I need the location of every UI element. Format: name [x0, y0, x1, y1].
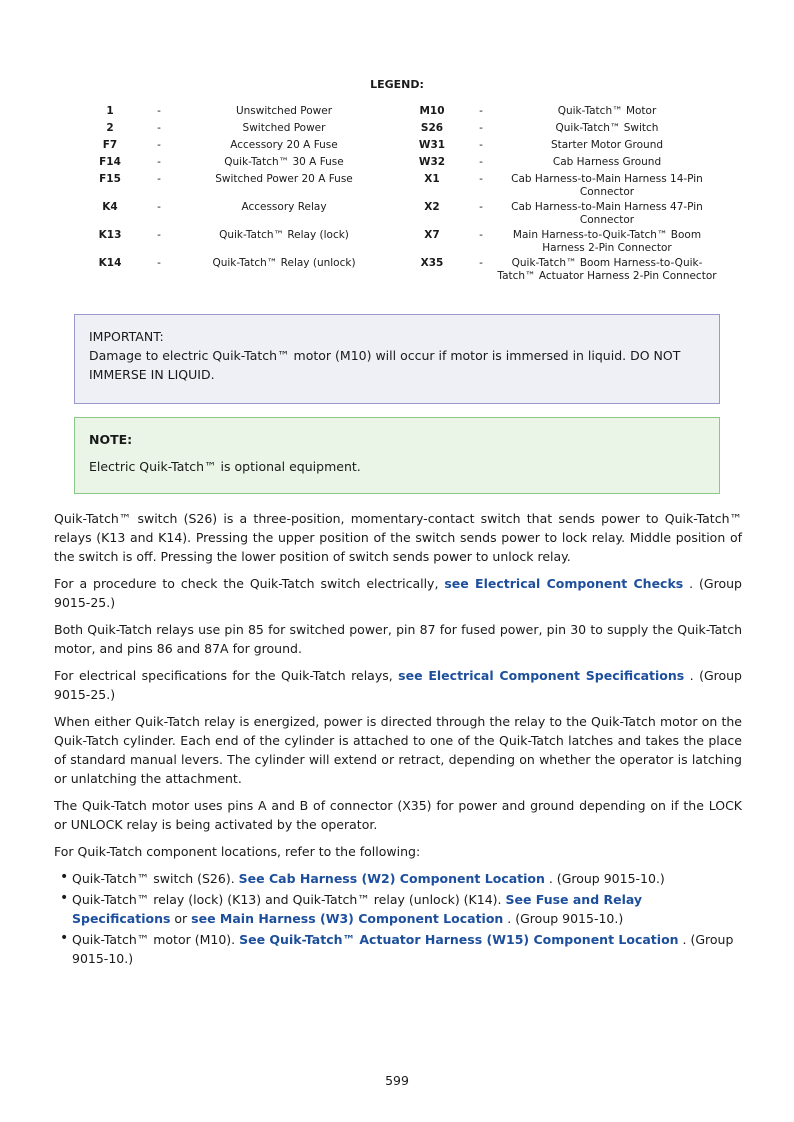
legend-row	[0, 257, 794, 285]
text: or	[170, 911, 192, 926]
legend-desc: Quik-Tatch™ 30 A Fuse	[224, 156, 344, 168]
legend-code-right: W32	[418, 156, 446, 168]
legend-dash-right: -	[479, 229, 483, 241]
legend-dash-right: -	[479, 139, 483, 151]
legend-desc-right: Quik-Tatch™ Switch	[555, 122, 659, 134]
legend-row	[0, 156, 794, 173]
text: For a procedure to check the Quik-Tatch switch electrically,	[54, 576, 445, 591]
link-fuse-relay-specifications[interactable]: See Fuse and Relay Specifications	[72, 892, 643, 926]
text: Quik-Tatch™ motor (M10).	[72, 932, 240, 947]
legend-row	[0, 105, 794, 122]
legend-dash-right: -	[479, 105, 483, 117]
legend-desc-right: Main Harness-to-Quik-Tatch™ Boom Harness 2-Pin Connector	[512, 229, 702, 254]
legend-dash-right: -	[479, 122, 483, 134]
important-callout	[74, 314, 720, 404]
legend-desc: Quik-Tatch™ Relay (lock)	[219, 229, 349, 241]
legend-dash: -	[157, 229, 161, 241]
text: . (Group 9015-10.)	[72, 932, 734, 966]
link-electrical-component-specifications[interactable]: see Electrical Component Specifications	[398, 668, 685, 683]
list-item	[54, 930, 742, 968]
legend-dash-right: -	[479, 257, 483, 269]
legend-title: LEGEND:	[370, 78, 424, 91]
legend-desc-right: Cab Harness Ground	[552, 156, 662, 168]
paragraph-motor-pins: The Quik-Tatch motor uses pins A and B of connector (X35) for power and ground depending on if the LOCK or UNLOCK relay is being activated by the operator.	[54, 798, 742, 832]
legend-code: K14	[98, 257, 122, 269]
legend-code: F7	[102, 139, 118, 151]
legend-row	[0, 201, 794, 229]
legend-code-right: W31	[418, 139, 446, 151]
legend-table	[0, 105, 794, 285]
text: . (Group 9015-25.)	[54, 668, 742, 702]
text: . (Group 9015-10.)	[503, 911, 624, 926]
link-actuator-harness-location[interactable]: See Quik-Tatch™ Actuator Harness (W15) Component Location	[239, 932, 679, 947]
list-item	[54, 890, 742, 928]
link-cab-harness-location[interactable]: See Cab Harness (W2) Component Location	[238, 871, 545, 886]
legend-code: K13	[98, 229, 122, 241]
body-text	[54, 509, 742, 970]
legend-desc: Switched Power	[242, 122, 326, 134]
legend-row	[0, 122, 794, 139]
legend-dash-right: -	[479, 201, 483, 213]
legend-desc-right: Quik-Tatch™ Boom Harness-to-Quik-Tatch™ Actuator Harness 2-Pin Connector	[497, 257, 717, 282]
legend-row	[0, 139, 794, 156]
text: Quik-Tatch™ relay (lock) (K13) and Quik-Tatch™ relay (unlock) (K14).	[72, 892, 506, 907]
legend-desc-right: Cab Harness-to-Main Harness 47-Pin Connector	[511, 201, 703, 226]
text: . (Group 9015-10.)	[544, 871, 665, 886]
paragraph-relay-pins: Both Quik-Tatch relays use pin 85 for switched power, pin 87 for fused power, pin 30 to supply the Quik-Tatch motor, and pins 86 and 87A for ground.	[54, 622, 742, 656]
legend-code: F15	[99, 173, 121, 185]
legend-code-right: X2	[424, 201, 440, 213]
text: . (Group 9015-25.)	[54, 576, 742, 610]
legend-row	[0, 229, 794, 257]
legend-desc: Accessory 20 A Fuse	[230, 139, 338, 151]
legend-code: K4	[102, 201, 118, 213]
legend-code: F14	[99, 156, 121, 168]
legend-desc-right: Quik-Tatch™ Motor	[557, 105, 657, 117]
legend-code-right: S26	[420, 122, 444, 134]
legend-desc-right: Starter Motor Ground	[550, 139, 664, 151]
important-text: Damage to electric Quik-Tatch™ motor (M10) will occur if motor is immersed in liquid. DO NOT IMMERSE IN LIQUID.	[89, 348, 681, 382]
legend-dash: -	[157, 105, 161, 117]
note-label: NOTE:	[89, 432, 133, 447]
text: For electrical specifications for the Quik-Tatch relays,	[54, 668, 399, 683]
link-main-harness-location[interactable]: see Main Harness (W3) Component Location	[191, 911, 504, 926]
paragraph-switch: Quik-Tatch™ switch (S26) is a three-position, momentary-contact switch that sends power to Quik-Tatch™ relays (K13 and K14). Pressing the upper position of the switch sends power to lock relay. Middle position of the switch is off. Pressing the lower position of switch sends power to unlock relay.	[54, 511, 742, 564]
legend-dash-right: -	[479, 156, 483, 168]
page-number: 599	[385, 1073, 409, 1088]
legend-dash: -	[157, 173, 161, 185]
legend-row	[0, 173, 794, 201]
legend-code-right: X35	[420, 257, 444, 269]
legend-dash: -	[157, 122, 161, 134]
legend-desc: Accessory Relay	[241, 201, 327, 213]
legend-code-right: X7	[424, 229, 440, 241]
paragraph-locations-intro: For Quik-Tatch component locations, refer to the following:	[54, 844, 421, 859]
note-text: Electric Quik-Tatch™ is optional equipment.	[89, 459, 361, 474]
legend-dash: -	[157, 139, 161, 151]
component-location-list	[54, 869, 742, 968]
legend-desc: Unswitched Power	[235, 105, 333, 117]
legend-code: 2	[106, 122, 114, 134]
legend-code-right: X1	[424, 173, 440, 185]
paragraph-specifications	[54, 666, 742, 704]
paragraph-relay-energized: When either Quik-Tatch relay is energized, power is directed through the relay to the Quik-Tatch motor on the Quik-Tatch cylinder. Each end of the cylinder is attached to one of the Quik-Tatch latches and takes the place of standard manual levers. The cylinder will extend or retract, depending on whether the operator is latching or unlatching the attachment.	[54, 714, 742, 786]
legend-dash: -	[157, 257, 161, 269]
legend-dash-right: -	[479, 173, 483, 185]
legend-code: 1	[106, 105, 114, 117]
link-electrical-component-checks[interactable]: see Electrical Component Checks	[444, 576, 684, 591]
paragraph-check-procedure	[54, 574, 742, 612]
text: Quik-Tatch™ switch (S26).	[72, 871, 239, 886]
important-label: IMPORTANT:	[89, 329, 164, 344]
legend-desc-right: Cab Harness-to-Main Harness 14-Pin Connector	[511, 173, 703, 198]
list-item	[54, 869, 742, 888]
note-callout	[74, 417, 720, 494]
legend-dash: -	[157, 156, 161, 168]
legend-desc: Switched Power 20 A Fuse	[215, 173, 353, 185]
legend-desc: Quik-Tatch™ Relay (unlock)	[212, 257, 356, 269]
legend-code-right: M10	[419, 105, 445, 117]
legend-dash: -	[157, 201, 161, 213]
